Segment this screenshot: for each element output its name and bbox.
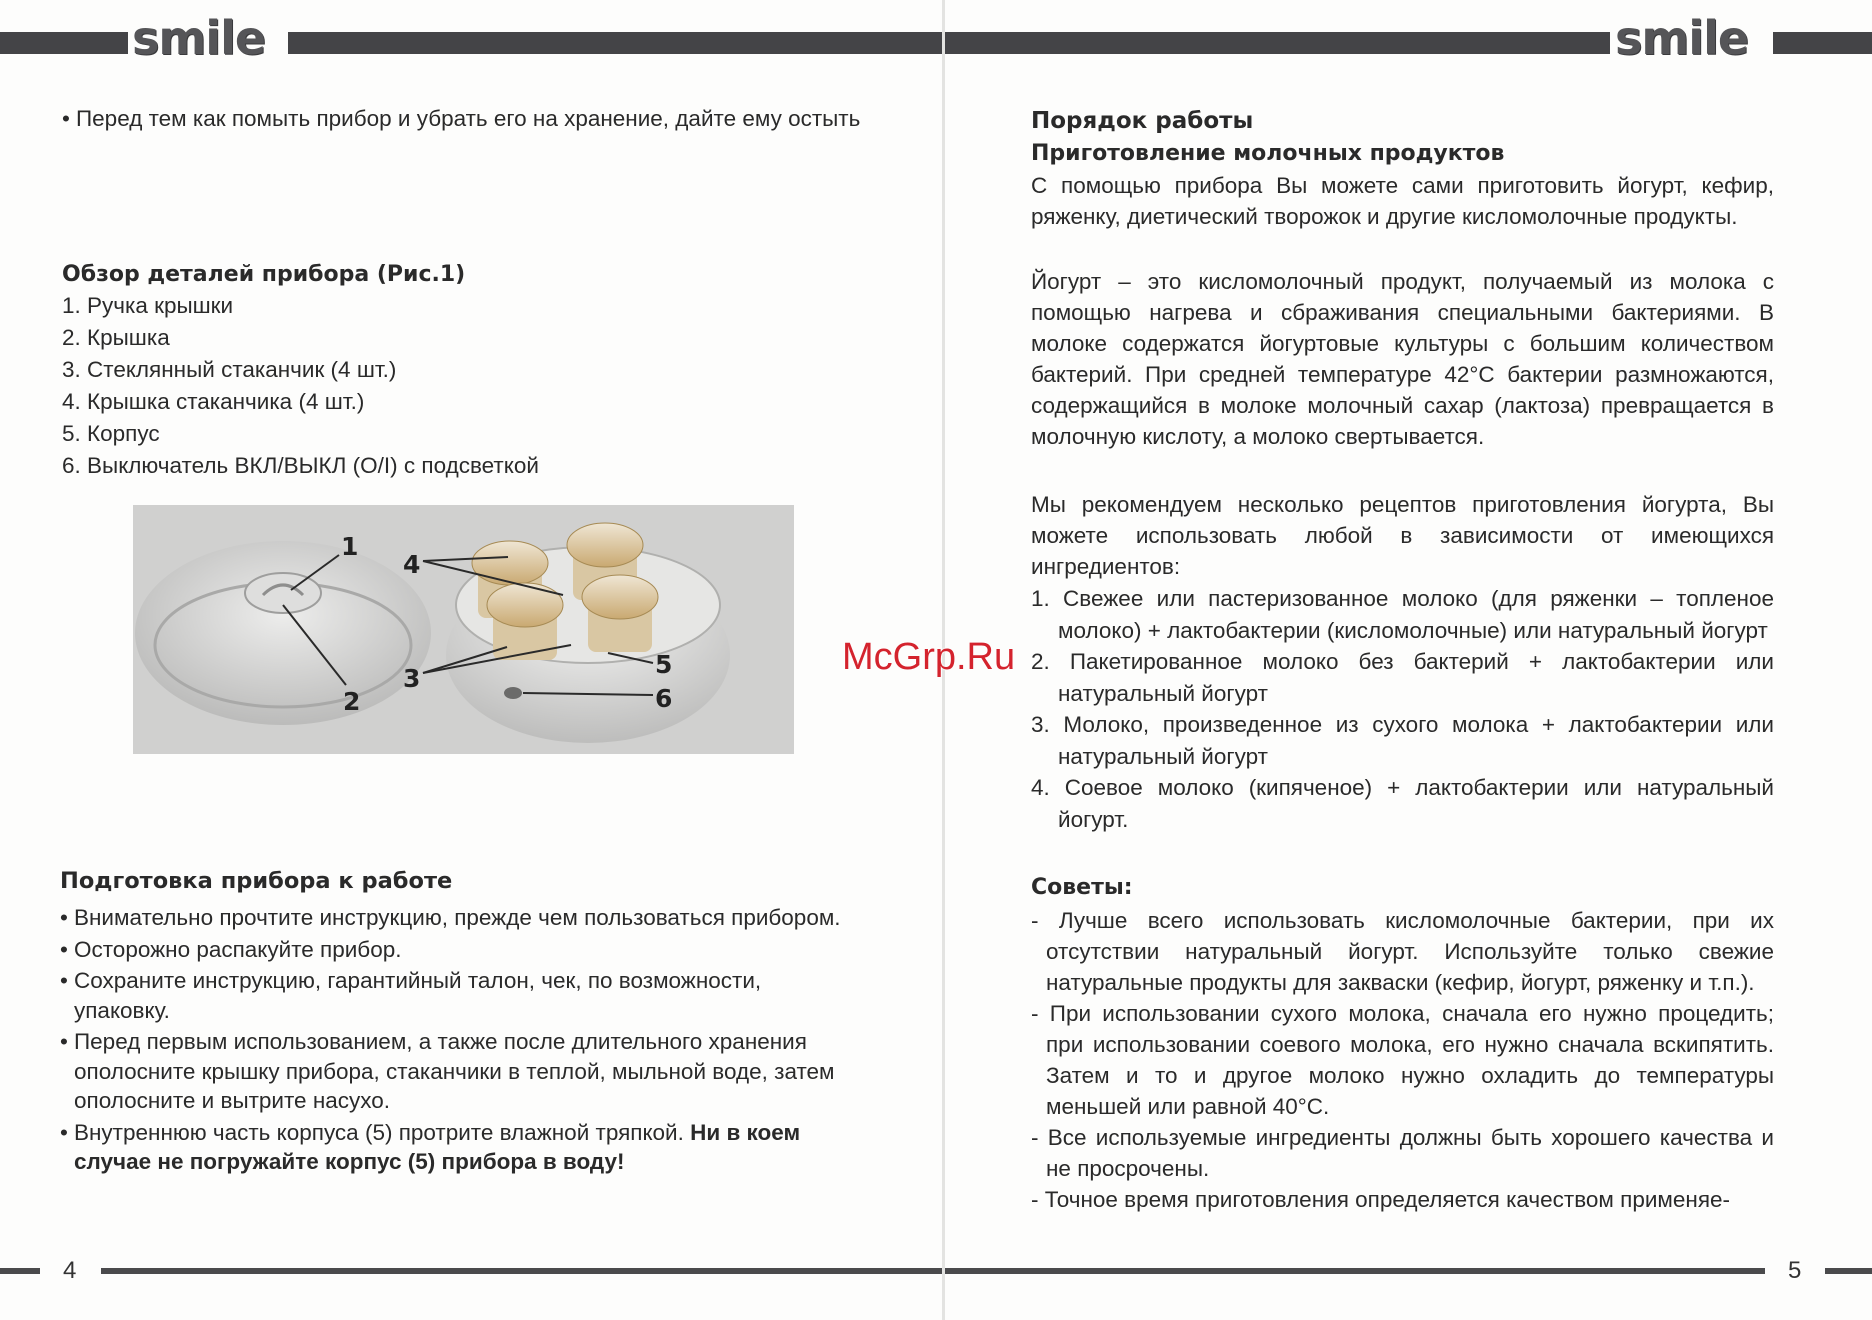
parts-item: 4. Крышка стаканчика (4 шт.) <box>62 389 365 414</box>
prep-heading: Подготовка прибора к работе <box>60 868 453 894</box>
figure-label: 2 <box>343 687 361 716</box>
dairy-subheading: Приготовление молочных продуктов <box>1031 141 1505 166</box>
tips-list <box>1031 905 1774 1215</box>
lid-shape <box>135 541 431 725</box>
tip-item: - Все используемые ингредиенты должны быть хорошего качества и не просрочены. <box>1031 1125 1774 1181</box>
figure-1-photo <box>133 505 794 754</box>
figure-label: 5 <box>655 650 673 679</box>
power-switch <box>504 687 522 699</box>
prep-item-text: Внутреннюю часть корпуса (5) протрите влажной тряпкой. <box>74 1119 691 1145</box>
footer-bar-left-1 <box>0 1268 40 1274</box>
parts-item: 6. Выключатель ВКЛ/ВЫКЛ (O/I) с подсветкой <box>62 453 539 478</box>
tips-heading: Советы: <box>1031 875 1133 900</box>
prep-item-last <box>60 1118 860 1177</box>
recipe-item: 4. Соевое молоко (кипяченое) + лактобактерии или натуральный йогурт. <box>1031 775 1774 832</box>
jar-cap <box>567 523 643 567</box>
prep-item: • Перед первым использованием, а также после длительного хранения ополосните крышку прибора, стаканчики в теплой, мыльной воде, затем ополосните и вытрите насухо. <box>60 1027 860 1116</box>
footer-bar-right-1 <box>945 1268 1765 1274</box>
recommend-paragraph: Мы рекомендуем несколько рецептов приготовления йогурта, Вы можете использовать любой в зависимости от имеющихся ингредиентов: <box>1031 492 1774 579</box>
brand-logo-left: smile <box>132 11 266 65</box>
parts-item: 5. Корпус <box>62 421 160 446</box>
lid-handle <box>245 573 321 613</box>
figure-label: 6 <box>655 684 673 713</box>
page-number-left: 4 <box>63 1257 77 1284</box>
recipe-item: 3. Молоко, произведенное из сухого молока + лактобактерии или натуральный йогурт <box>1031 712 1774 769</box>
prep-item: • Внимательно прочтите инструкцию, прежде чем пользоваться прибором. <box>60 903 860 933</box>
figure-label: 4 <box>403 550 421 579</box>
yogurt-paragraph: Йогурт – это кисломолочный продукт, получаемый из молока с помощью нагрева и сбраживания специальными бактериями. В молоке содержатся йогуртовые культуры с большим количеством бактерий. При средней температуре 42°С бактерии размножаются, содержащийся в молоке молочный сахар (лактоза) превращается в молочную кислоту, а молоко свертывается. <box>1031 269 1774 449</box>
prep-list <box>60 903 860 1179</box>
page-number-right: 5 <box>1788 1257 1802 1284</box>
prep-item: • Осторожно распакуйте прибор. <box>60 935 860 965</box>
brand-logo-right: smile <box>1615 11 1749 65</box>
intro-bullet: • Перед тем как помыть прибор и убрать его на хранение, дайте ему остыть <box>62 104 882 134</box>
recipe-item: 2. Пакетированное молоко без бактерий + лактобактерии или натуральный йогурт <box>1031 649 1774 706</box>
right-page <box>945 0 1872 1320</box>
footer-bar-left-2 <box>101 1268 945 1274</box>
parts-item: 1. Ручка крышки <box>62 293 234 318</box>
header-bar-right-2 <box>1773 32 1872 54</box>
figure-label: 1 <box>341 532 359 561</box>
jar-cap <box>582 575 658 619</box>
tip-item: - При использовании сухого молока, сначала его нужно процедить; при использовании соевого молока, его нужно сначала вскипятить. Затем и то и другое молоко нужно охладить до температуры меньшей или равной 40°С. <box>1031 1001 1774 1119</box>
jar-cap <box>472 541 548 585</box>
prep-item: • Сохраните инструкцию, гарантийный талон, чек, по возможности, упаковку. <box>60 966 860 1025</box>
tip-item: - Точное время приготовления определяется качеством применяе- <box>1031 1187 1731 1212</box>
figure-label: 3 <box>403 664 421 693</box>
parts-list <box>62 290 539 482</box>
footer-bar-right-2 <box>1825 1268 1872 1274</box>
header-bar-left-2 <box>288 32 945 54</box>
header-bar-right <box>945 32 1610 54</box>
parts-item: 2. Крышка <box>62 325 170 350</box>
header-bar-left <box>0 32 128 54</box>
yogurt-maker-illustration <box>133 505 794 754</box>
work-heading: Порядок работы <box>1031 108 1254 134</box>
parts-item: 3. Стеклянный стаканчик (4 шт.) <box>62 357 397 382</box>
recipe-list <box>1031 583 1774 835</box>
prep-warning: Ни в коем случае не погружайте корпус (5) прибора в воду! <box>74 1119 801 1174</box>
watermark: McGrp.Ru <box>842 636 1016 678</box>
tip-item: - Лучше всего использовать кисломолочные бактерии, при их отсутствии натуральный йогурт. Используйте только свежие натуральные продукты для закваски (кефир, йогурт, ряженку и т.п.). <box>1031 908 1774 995</box>
intro-paragraph: С помощью прибора Вы можете сами приготовить йогурт, кефир, ряженку, диетический творожок и другие кисломолочные продукты. <box>1031 173 1774 229</box>
jar-cap <box>487 583 563 627</box>
intro-list <box>62 104 882 136</box>
recipe-item: 1. Свежее или пастеризованное молоко (для ряженки – топленое молоко) + лактобактерии (кисломолочные) или натуральный йогурт <box>1031 586 1774 643</box>
parts-heading: Обзор деталей прибора (Рис.1) <box>62 262 466 287</box>
